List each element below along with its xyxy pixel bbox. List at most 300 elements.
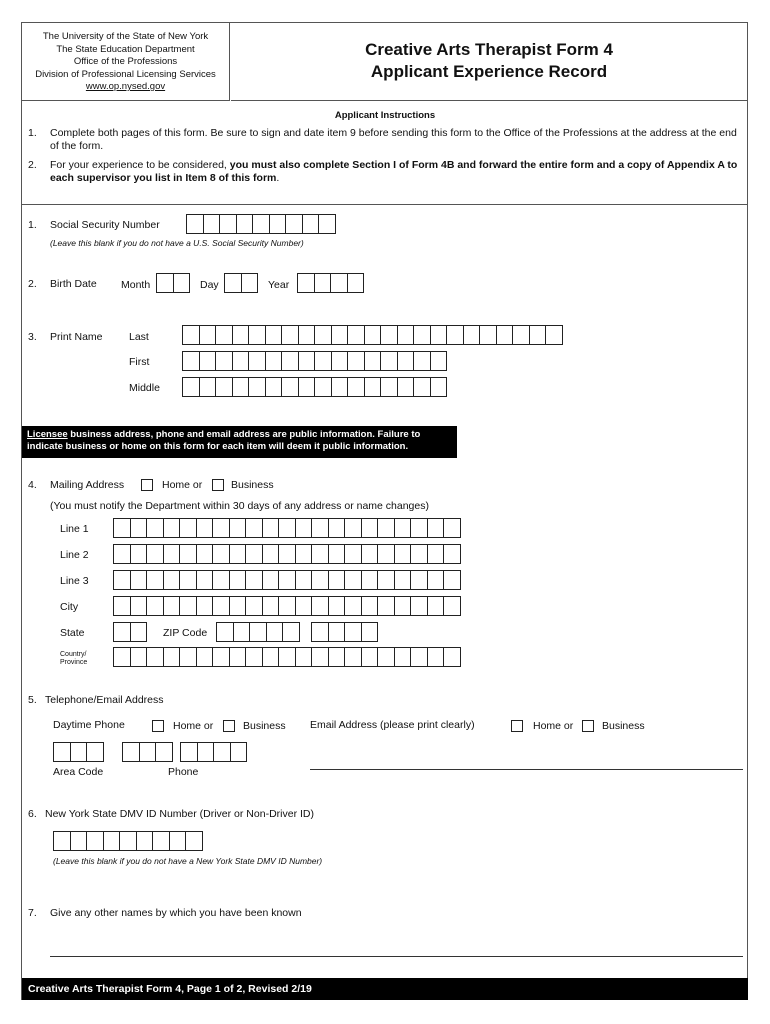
instruction-text: [50, 159, 740, 185]
character-box[interactable]: [331, 377, 349, 397]
character-box[interactable]: [229, 544, 247, 564]
character-box[interactable]: [361, 647, 379, 667]
character-box[interactable]: [314, 273, 332, 293]
telephone-email-label: Telephone/Email Address: [45, 694, 164, 706]
character-box[interactable]: [295, 647, 313, 667]
character-box[interactable]: [281, 325, 299, 345]
character-box[interactable]: [248, 325, 266, 345]
instruction-num: 1.: [28, 127, 37, 139]
character-box[interactable]: [344, 570, 362, 590]
character-box[interactable]: [512, 325, 530, 345]
notice-text: business address, phone and email address are public information. Failure to: [67, 429, 421, 440]
character-box[interactable]: [169, 831, 187, 851]
character-box[interactable]: [311, 647, 329, 667]
character-box[interactable]: [394, 647, 412, 667]
character-box[interactable]: [262, 596, 280, 616]
character-box[interactable]: [122, 742, 140, 762]
agency-header: [22, 23, 230, 101]
character-box[interactable]: [241, 273, 259, 293]
first-name-input[interactable]: [182, 351, 446, 371]
character-box[interactable]: [249, 622, 267, 642]
character-box[interactable]: [361, 570, 379, 590]
phone-home-checkbox[interactable]: [152, 720, 164, 732]
item-num: 6.: [28, 808, 37, 820]
character-box[interactable]: [269, 214, 287, 234]
character-box[interactable]: [203, 214, 221, 234]
character-box[interactable]: [146, 518, 164, 538]
ssn-input[interactable]: [186, 214, 335, 234]
character-box[interactable]: [113, 647, 131, 667]
instruction-text-end: .: [276, 172, 280, 184]
day-label: Day: [200, 279, 219, 291]
character-box[interactable]: [146, 647, 164, 667]
page-footer: Creative Arts Therapist Form 4, Page 1 of 2, Revised 2/19: [22, 978, 748, 1000]
email-input-line[interactable]: [310, 769, 743, 770]
mailing-business-checkbox[interactable]: [212, 479, 224, 491]
character-box[interactable]: [196, 647, 214, 667]
character-box[interactable]: [236, 214, 254, 234]
character-box[interactable]: [163, 570, 181, 590]
character-box[interactable]: [266, 622, 284, 642]
character-box[interactable]: [229, 647, 247, 667]
character-box[interactable]: [314, 351, 332, 371]
character-box[interactable]: [130, 596, 148, 616]
instruction-num: 2.: [28, 159, 37, 171]
character-box[interactable]: [139, 742, 157, 762]
character-box[interactable]: [328, 570, 346, 590]
line2-label: Line 2: [60, 549, 89, 561]
character-box[interactable]: [229, 518, 247, 538]
character-box[interactable]: [297, 273, 315, 293]
character-box[interactable]: [377, 518, 395, 538]
form-title: [231, 23, 747, 101]
character-box[interactable]: [232, 377, 250, 397]
character-box[interactable]: [397, 325, 415, 345]
character-box[interactable]: [281, 351, 299, 371]
character-box[interactable]: [215, 325, 233, 345]
character-box[interactable]: [380, 351, 398, 371]
character-box[interactable]: [182, 377, 200, 397]
character-box[interactable]: [278, 570, 296, 590]
character-box[interactable]: [179, 596, 197, 616]
character-box[interactable]: [397, 377, 415, 397]
character-box[interactable]: [377, 596, 395, 616]
character-box[interactable]: [463, 325, 481, 345]
character-box[interactable]: [397, 351, 415, 371]
character-box[interactable]: [394, 596, 412, 616]
character-box[interactable]: [427, 544, 445, 564]
country-input[interactable]: [113, 647, 460, 667]
birth-month-input[interactable]: [156, 273, 189, 293]
character-box[interactable]: [311, 622, 329, 642]
character-box[interactable]: [410, 544, 428, 564]
character-box[interactable]: [364, 325, 382, 345]
character-box[interactable]: [212, 518, 230, 538]
print-name-label: Print Name: [50, 331, 103, 343]
character-box[interactable]: [311, 570, 329, 590]
character-box[interactable]: [443, 544, 461, 564]
character-box[interactable]: [53, 742, 71, 762]
item-num: 7.: [28, 907, 37, 919]
character-box[interactable]: [278, 544, 296, 564]
character-box[interactable]: [347, 377, 365, 397]
character-box[interactable]: [285, 214, 303, 234]
character-box[interactable]: [130, 647, 148, 667]
character-box[interactable]: [311, 544, 329, 564]
character-box[interactable]: [155, 742, 173, 762]
licensee-word: Licensee: [27, 429, 68, 440]
character-box[interactable]: [248, 377, 266, 397]
character-box[interactable]: [427, 596, 445, 616]
character-box[interactable]: [232, 325, 250, 345]
character-box[interactable]: [331, 351, 349, 371]
character-box[interactable]: [380, 325, 398, 345]
dmv-label: New York State DMV ID Number (Driver or Non-Driver ID): [45, 808, 314, 820]
character-box[interactable]: [278, 647, 296, 667]
phone-prefix-input[interactable]: [122, 742, 172, 762]
ssn-note: (Leave this blank if you do not have a U.S. Social Security Number): [50, 238, 304, 248]
character-box[interactable]: [156, 273, 174, 293]
character-box[interactable]: [344, 544, 362, 564]
character-box[interactable]: [182, 351, 200, 371]
character-box[interactable]: [281, 377, 299, 397]
character-box[interactable]: [248, 351, 266, 371]
character-box[interactable]: [529, 325, 547, 345]
address-change-note: (You must notify the Department within 30 days of any address or name changes): [50, 500, 429, 512]
dmv-note: (Leave this blank if you do not have a New York State DMV ID Number): [53, 856, 323, 866]
character-box[interactable]: [344, 622, 362, 642]
character-box[interactable]: [182, 325, 200, 345]
character-box[interactable]: [146, 544, 164, 564]
character-box[interactable]: [213, 742, 231, 762]
character-box[interactable]: [130, 622, 148, 642]
address-line3-input[interactable]: [113, 570, 460, 590]
birth-date-label: Birth Date: [50, 278, 97, 290]
character-box[interactable]: [86, 831, 104, 851]
phone-line-input[interactable]: [180, 742, 246, 762]
character-box[interactable]: [298, 325, 316, 345]
character-box[interactable]: [113, 570, 131, 590]
character-box[interactable]: [443, 647, 461, 667]
mailing-address-label: Mailing Address: [50, 479, 125, 491]
character-box[interactable]: [130, 518, 148, 538]
instruction-text-plain: For your experience to be considered,: [50, 159, 230, 171]
dmv-id-input[interactable]: [53, 831, 202, 851]
zip-plus4-input[interactable]: [311, 622, 377, 642]
daytime-phone-label: Daytime Phone: [53, 719, 125, 731]
org-line: The University of the State of New York: [42, 31, 209, 42]
character-box[interactable]: [262, 570, 280, 590]
org-line: Division of Professional Licensing Services: [35, 68, 216, 80]
character-box[interactable]: [413, 351, 431, 371]
character-box[interactable]: [199, 325, 217, 345]
middle-name-input[interactable]: [182, 377, 446, 397]
character-box[interactable]: [199, 351, 217, 371]
character-box[interactable]: [410, 518, 428, 538]
item-num: 3.: [28, 331, 37, 343]
home-label: Home or: [533, 720, 574, 732]
city-input[interactable]: [113, 596, 460, 616]
character-box[interactable]: [262, 518, 280, 538]
character-box[interactable]: [413, 377, 431, 397]
year-label: Year: [268, 279, 290, 291]
instruction-1: [28, 127, 743, 155]
character-box[interactable]: [298, 377, 316, 397]
character-box[interactable]: [295, 544, 313, 564]
phone-label: Phone: [168, 766, 199, 778]
character-box[interactable]: [394, 570, 412, 590]
state-label: State: [60, 627, 85, 639]
character-box[interactable]: [232, 351, 250, 371]
character-box[interactable]: [394, 544, 412, 564]
character-box[interactable]: [216, 622, 234, 642]
character-box[interactable]: [347, 273, 365, 293]
area-code-input[interactable]: [53, 742, 103, 762]
character-box[interactable]: [245, 518, 263, 538]
home-label: Home or: [162, 479, 203, 491]
character-box[interactable]: [212, 596, 230, 616]
character-box[interactable]: [113, 544, 131, 564]
character-box[interactable]: [265, 325, 283, 345]
character-box[interactable]: [212, 544, 230, 564]
character-box[interactable]: [311, 518, 329, 538]
home-label: Home or: [173, 720, 214, 732]
character-box[interactable]: [377, 647, 395, 667]
line3-label: Line 3: [60, 575, 89, 587]
character-box[interactable]: [196, 518, 214, 538]
character-box[interactable]: [344, 596, 362, 616]
character-box[interactable]: [136, 831, 154, 851]
mailing-home-checkbox[interactable]: [141, 479, 153, 491]
character-box[interactable]: [278, 596, 296, 616]
area-code-label: Area Code: [53, 766, 104, 778]
character-box[interactable]: [196, 570, 214, 590]
website-link[interactable]: www.op.nysed.gov: [85, 81, 166, 92]
character-box[interactable]: [113, 518, 131, 538]
item-num: 1.: [28, 219, 37, 231]
character-box[interactable]: [215, 377, 233, 397]
character-box[interactable]: [278, 518, 296, 538]
character-box[interactable]: [252, 214, 270, 234]
character-box[interactable]: [179, 647, 197, 667]
character-box[interactable]: [344, 647, 362, 667]
character-box[interactable]: [146, 570, 164, 590]
character-box[interactable]: [113, 622, 131, 642]
character-box[interactable]: [163, 596, 181, 616]
character-box[interactable]: [295, 596, 313, 616]
character-box[interactable]: [311, 596, 329, 616]
character-box[interactable]: [364, 351, 382, 371]
character-box[interactable]: [70, 742, 88, 762]
character-box[interactable]: [130, 544, 148, 564]
public-info-notice: [22, 426, 457, 458]
character-box[interactable]: [347, 325, 365, 345]
character-box[interactable]: [328, 518, 346, 538]
character-box[interactable]: [314, 325, 332, 345]
character-box[interactable]: [443, 518, 461, 538]
character-box[interactable]: [197, 742, 215, 762]
address-line2-input[interactable]: [113, 544, 460, 564]
character-box[interactable]: [394, 518, 412, 538]
character-box[interactable]: [427, 518, 445, 538]
city-label: City: [60, 601, 79, 613]
character-box[interactable]: [427, 647, 445, 667]
character-box[interactable]: [347, 351, 365, 371]
line1-label: Line 1: [60, 523, 89, 535]
character-box[interactable]: [318, 214, 336, 234]
character-box[interactable]: [212, 647, 230, 667]
email-label: Email Address (please print clearly): [310, 719, 475, 731]
business-label: Business: [231, 479, 274, 491]
character-box[interactable]: [545, 325, 563, 345]
first-name-label: First: [129, 356, 150, 368]
character-box[interactable]: [233, 622, 251, 642]
character-box[interactable]: [173, 273, 191, 293]
character-box[interactable]: [262, 544, 280, 564]
character-box[interactable]: [361, 596, 379, 616]
character-box[interactable]: [152, 831, 170, 851]
character-box[interactable]: [328, 544, 346, 564]
character-box[interactable]: [361, 518, 379, 538]
business-label: Business: [243, 720, 286, 732]
character-box[interactable]: [245, 544, 263, 564]
character-box[interactable]: [119, 831, 137, 851]
birth-year-input[interactable]: [297, 273, 363, 293]
phone-business-checkbox[interactable]: [223, 720, 235, 732]
country-label-line1: Country/: [60, 651, 87, 658]
character-box[interactable]: [224, 273, 242, 293]
character-box[interactable]: [245, 647, 263, 667]
character-box[interactable]: [130, 570, 148, 590]
item-num: 4.: [28, 479, 37, 491]
character-box[interactable]: [427, 570, 445, 590]
character-box[interactable]: [361, 622, 379, 642]
character-box[interactable]: [186, 214, 204, 234]
character-box[interactable]: [430, 351, 448, 371]
character-box[interactable]: [179, 518, 197, 538]
character-box[interactable]: [328, 622, 346, 642]
instruction-text-bold: you must also complete Section I of Form 4B and forward the entire form and a copy of Appendix A to each supervisor you list in Item 8 of this form: [50, 159, 738, 184]
last-name-label: Last: [129, 331, 149, 343]
character-box[interactable]: [180, 742, 198, 762]
character-box[interactable]: [70, 831, 88, 851]
character-box[interactable]: [245, 570, 263, 590]
business-label: Business: [602, 720, 645, 732]
character-box[interactable]: [229, 570, 247, 590]
other-names-label: Give any other names by which you have been known: [50, 907, 302, 919]
character-box[interactable]: [179, 570, 197, 590]
character-box[interactable]: [364, 377, 382, 397]
character-box[interactable]: [314, 377, 332, 397]
country-label: [60, 651, 87, 667]
character-box[interactable]: [410, 647, 428, 667]
character-box[interactable]: [302, 214, 320, 234]
instructions-title: Applicant Instructions: [334, 110, 436, 121]
character-box[interactable]: [212, 570, 230, 590]
org-line: Office of the Professions: [73, 56, 178, 67]
character-box[interactable]: [245, 596, 263, 616]
character-box[interactable]: [413, 325, 431, 345]
notice-text: indicate business or home on this form for each item will deem it public information.: [27, 441, 409, 452]
character-box[interactable]: [328, 647, 346, 667]
character-box[interactable]: [86, 742, 104, 762]
character-box[interactable]: [163, 544, 181, 564]
character-box[interactable]: [163, 647, 181, 667]
character-box[interactable]: [410, 596, 428, 616]
item-num: 5.: [28, 694, 37, 706]
character-box[interactable]: [496, 325, 514, 345]
character-box[interactable]: [103, 831, 121, 851]
character-box[interactable]: [113, 596, 131, 616]
country-label-line2: Province: [60, 659, 88, 666]
character-box[interactable]: [295, 518, 313, 538]
other-names-input-line[interactable]: [50, 956, 743, 957]
character-box[interactable]: [196, 596, 214, 616]
last-name-input[interactable]: [182, 325, 562, 345]
character-box[interactable]: [179, 544, 197, 564]
character-box[interactable]: [446, 325, 464, 345]
item-num: 2.: [28, 278, 37, 290]
character-box[interactable]: [344, 518, 362, 538]
character-box[interactable]: [443, 596, 461, 616]
character-box[interactable]: [219, 214, 237, 234]
character-box[interactable]: [380, 377, 398, 397]
divider: [22, 204, 748, 205]
character-box[interactable]: [298, 351, 316, 371]
character-box[interactable]: [377, 570, 395, 590]
character-box[interactable]: [146, 596, 164, 616]
character-box[interactable]: [328, 596, 346, 616]
character-box[interactable]: [331, 325, 349, 345]
character-box[interactable]: [215, 351, 233, 371]
form-title-line2: Applicant Experience Record: [370, 62, 608, 81]
zip-label: ZIP Code: [163, 627, 208, 639]
character-box[interactable]: [295, 570, 313, 590]
ssn-label: Social Security Number: [50, 219, 160, 231]
email-business-checkbox[interactable]: [582, 720, 594, 732]
address-line1-input[interactable]: [113, 518, 460, 538]
state-input[interactable]: [113, 622, 146, 642]
character-box[interactable]: [377, 544, 395, 564]
character-box[interactable]: [53, 831, 71, 851]
character-box[interactable]: [230, 742, 248, 762]
character-box[interactable]: [196, 544, 214, 564]
character-box[interactable]: [443, 570, 461, 590]
character-box[interactable]: [282, 622, 300, 642]
character-box[interactable]: [361, 544, 379, 564]
character-box[interactable]: [430, 325, 448, 345]
character-box[interactable]: [479, 325, 497, 345]
instruction-2: [28, 159, 743, 187]
birth-day-input[interactable]: [224, 273, 257, 293]
character-box[interactable]: [265, 351, 283, 371]
org-line: The State Education Department: [56, 43, 195, 55]
middle-name-label: Middle: [129, 382, 160, 394]
instruction-text: Complete both pages of this form. Be sure to sign and date item 9 before sending this form to the Office of the Professions at the address at the end of the form.: [50, 127, 737, 152]
character-box[interactable]: [163, 518, 181, 538]
month-label: Month: [121, 279, 151, 291]
email-home-checkbox[interactable]: [511, 720, 523, 732]
character-box[interactable]: [185, 831, 203, 851]
zip-input[interactable]: [216, 622, 299, 642]
character-box[interactable]: [410, 570, 428, 590]
character-box[interactable]: [199, 377, 217, 397]
character-box[interactable]: [265, 377, 283, 397]
character-box[interactable]: [262, 647, 280, 667]
character-box[interactable]: [229, 596, 247, 616]
character-box[interactable]: [330, 273, 348, 293]
character-box[interactable]: [430, 377, 448, 397]
